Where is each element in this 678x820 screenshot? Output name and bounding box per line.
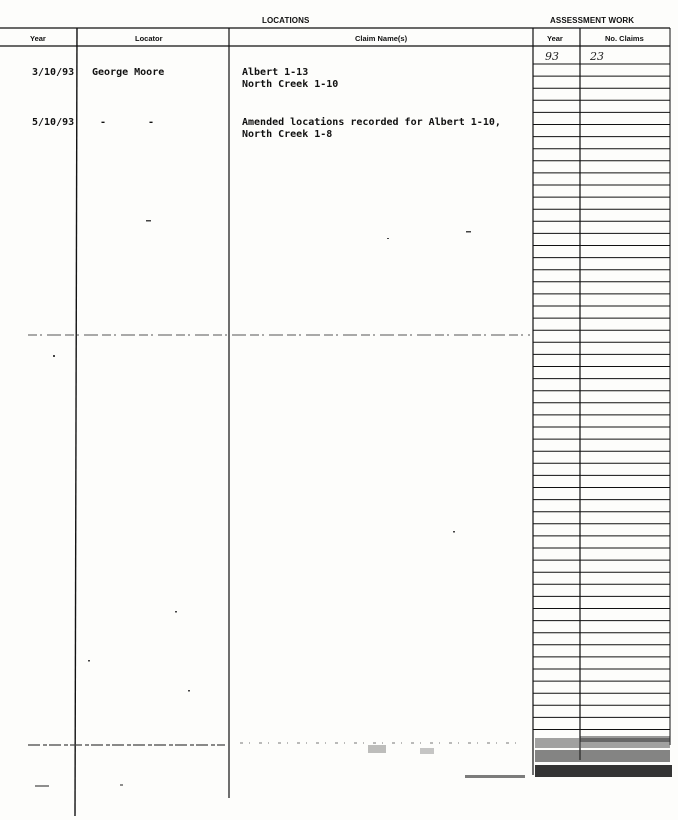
locations-section-title: LOCATIONS	[262, 16, 310, 25]
locator-column-header: Locator	[135, 34, 163, 43]
aw-entry-1-no-claims: 23	[590, 50, 604, 63]
speckle-marks	[35, 220, 525, 787]
aw-no-claims-column-header: No. Claims	[605, 34, 644, 43]
aw-year-column-header: Year	[547, 34, 563, 43]
entry-1-claims-line-1: Albert 1-13	[242, 67, 309, 78]
scan-noise-block	[535, 736, 672, 777]
assessment-work-section-title: ASSESSMENT WORK	[550, 16, 635, 25]
year-column-divider	[75, 28, 77, 816]
entry-2-locator-mark-1: -	[100, 117, 107, 128]
entry-2-claims-line-2: North Creek 1-8	[242, 129, 333, 140]
assessment-ruled-lines	[533, 64, 670, 730]
entry-2-locator-mark-2: -	[148, 117, 155, 128]
entry-2-date: 5/10/93	[32, 117, 75, 128]
entry-1-date: 3/10/93	[32, 67, 75, 78]
aw-entry-1-year: 93	[545, 50, 559, 63]
year-column-header: Year	[30, 34, 46, 43]
claim-names-column-header: Claim Name(s)	[355, 34, 408, 43]
entry-1-claims-line-2: North Creek 1-10	[242, 79, 339, 90]
entry-1-locator: George Moore	[92, 67, 165, 78]
entry-2-claims-line-1: Amended locations recorded for Albert 1-10,	[242, 117, 501, 128]
